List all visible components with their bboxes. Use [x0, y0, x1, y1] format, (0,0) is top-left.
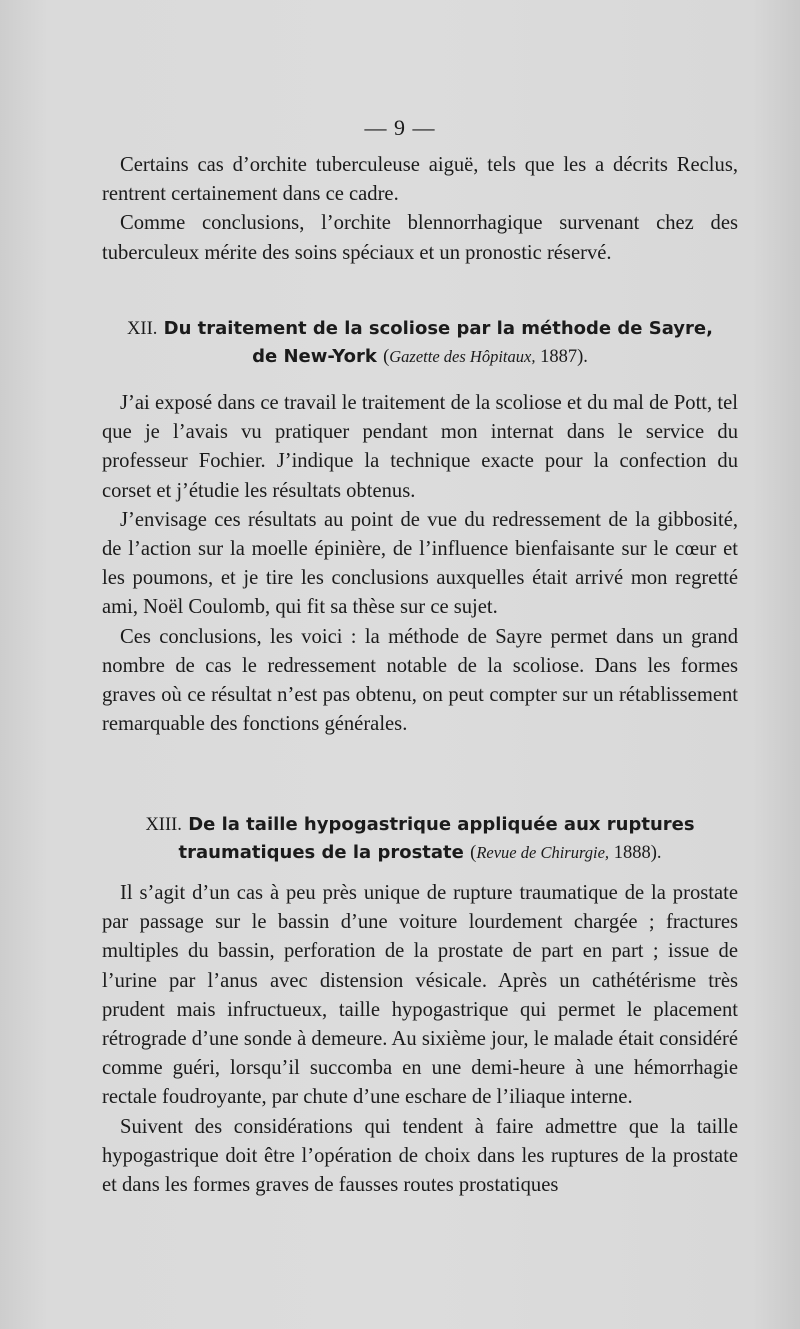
section-title-part-1: De la taille hypogastrique appliquée aux ruptures: [188, 814, 695, 835]
section-title-part-2: traumatiques de la prostate: [178, 842, 464, 863]
paragraph: Il s’agit d’un cas à peu près unique de rupture traumatique de la prostate par passage sur le bassin d’une voiture lourdement chargée ; fractures multiples du bassin, perforation de la prostate de part en part ; issue de l’urine par l’anus avec distension vésicale. Après un cathétérisme très prudent mais infructueux, taille hypogastrique qui permet le placement rétrograde d’une sonde à demeure. Au sixième jour, le malade était considéré comme guéri, lorsqu’il succomba en une demi-heure à une hémorrhagie rectale foudroyante, par chute d’une eschare de l’iliaque interne.: [102, 882, 738, 1109]
page-number: — 9 —: [364, 115, 436, 140]
section-title-part-1: Du traitement de la scoliose par la méthode de Sayre,: [163, 318, 713, 339]
section-number: XII.: [127, 319, 158, 339]
section-xiii-body: [102, 879, 738, 1200]
source-journal: Gazette des Hôpitaux,: [389, 347, 536, 366]
heading-line-2: [102, 839, 738, 867]
heading-line-1: [102, 315, 738, 343]
section-number: XIII.: [145, 815, 182, 835]
source-year: 1887).: [535, 347, 588, 367]
section-heading-xii: [102, 315, 738, 371]
section-title-part-2: de New-York: [252, 346, 377, 367]
source-citation: (Revue de Chirurgie, 1888).: [470, 843, 662, 863]
paragraph: Ces conclusions, les voici : la méthode de Sayre permet dans un grand nombre de cas le redressement notable de la scoliose. Dans les formes graves où ce résultat n’est pas obtenu, on peut compter sur un rétablissement remarquable des fonctions générales.: [102, 625, 738, 736]
paragraph: Suivent des considérations qui tendent à faire admettre que la taille hypogastrique doit être l’opération de choix dans les ruptures de la prostate et dans les formes graves de fausses routes prostatiques: [102, 1115, 738, 1197]
section-xii-body: [102, 389, 738, 739]
heading-line-2: [102, 343, 738, 371]
source-citation: (Gazette des Hôpitaux, 1887).: [383, 347, 588, 367]
paragraph: J’ai exposé dans ce travail le traitement de la scoliose et du mal de Pott, tel que je l’avais vu pratiquer pendant mon internat dans le service du professeur Fochier. J’indique la technique exacte pour la confection du corset et j’étudie les résultats obtenus.: [102, 392, 738, 502]
heading-line-1: [102, 811, 738, 839]
paragraph: J’envisage ces résultats au point de vue du redressement de la gibbosité, de l’action sur la moelle épinière, de l’influence bienfaisante sur le cœur et les poumons, et je tire les conclusions auxquelles était arrivé mon regretté ami, Noël Coulomb, qui fit sa thèse sur ce sujet.: [102, 508, 738, 619]
paragraph: Certains cas d’orchite tuberculeuse aiguë, tels que les a décrits Reclus, rentrent certainement dans ce cadre.: [102, 154, 738, 206]
paragraph: Comme conclusions, l’orchite blennorrhagique survenant chez des tuberculeux mérite des soins spéciaux et un pronostic réservé.: [102, 212, 738, 264]
intro-text: [102, 151, 738, 268]
source-journal: Revue de Chirurgie,: [476, 843, 610, 862]
section-heading-xiii: [102, 811, 738, 867]
source-year: 1888).: [609, 843, 662, 863]
